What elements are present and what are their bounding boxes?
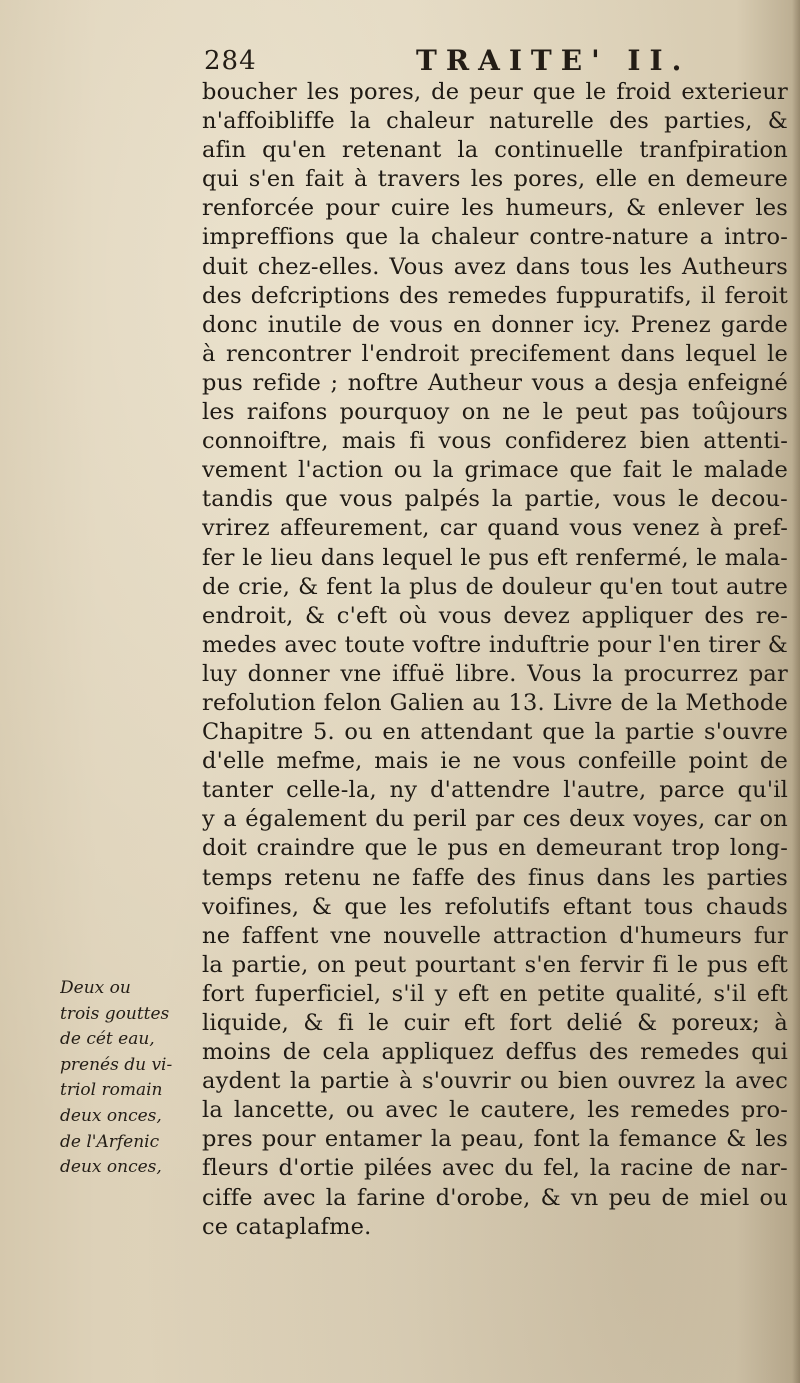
text-line: liquide, & fi le cuir eft fort delié & poreux; à: [202, 1010, 788, 1036]
text-line: voifines, & que les refolutifs eftant tous chauds: [202, 893, 788, 920]
text-line: vement l'action ou la grimace que fait le malade: [202, 457, 788, 484]
text-line: d'elle mefme, mais ie ne vous confeille point de: [202, 748, 788, 775]
text-line: doit craindre que le pus en demeurant trop long-: [202, 835, 788, 862]
margin-note-line: deux onces,: [60, 1105, 162, 1126]
text-line: duit chez-elles. Vous avez dans tous les Autheurs: [202, 253, 788, 280]
text-line: tanter celle-la, ny d'attendre l'autre, parce qu'il: [202, 777, 788, 804]
text-line: refolution felon Galien au 13. Livre de la Methode: [202, 689, 788, 716]
margin-note-line: trois gouttes: [60, 1003, 170, 1024]
margin-note-line: de cét eau,: [60, 1029, 155, 1050]
text-line: à rencontrer l'endroit precifement dans lequel le: [202, 340, 788, 367]
text-line: renforcée pour cuire les humeurs, & enlever les: [202, 195, 788, 222]
text-line: n'affoibliffe la chaleur naturelle des parties, &: [202, 108, 788, 135]
body-text: [202, 78, 788, 1242]
text-line: qui s'en fait à travers les pores, elle en demeure: [202, 166, 788, 193]
page-number: 284: [204, 46, 257, 76]
text-line: connoiftre, mais fi vous confiderez bien attenti-: [202, 428, 788, 455]
text-line: la lancette, ou avec le cautere, les remedes pro-: [202, 1097, 788, 1124]
margin-note-line: Deux ou: [60, 978, 131, 998]
text-line: tandis que vous palpés la partie, vous le decou-: [202, 486, 788, 513]
text-line: temps retenu ne faffe des finus dans les parties: [202, 864, 788, 891]
text-line: vrirez affeurement, car quand vous venez à pref-: [202, 515, 788, 542]
text-line: ne faffent vne nouvelle attraction d'humeurs fur: [202, 922, 788, 949]
text-line: pus refide ; noftre Autheur vous a desja enfeigné: [202, 369, 788, 396]
text-line: pres pour entamer la peau, font la femance & les: [202, 1126, 788, 1153]
text-line: luy donner vne iffuë libre. Vous la procurrez par: [202, 660, 788, 687]
text-line: des defcriptions des remedes fuppuratifs, il feroit: [202, 282, 788, 309]
margin-note-line: triol romain: [60, 1080, 163, 1101]
text-line: Chapitre 5. ou en attendant que la partie s'ouvre: [202, 719, 788, 746]
text-line: la partie, on peut pourtant s'en fervir fi le pus eft: [202, 951, 788, 978]
text-line: boucher les pores, de peur que le froid exterieur: [202, 79, 788, 105]
running-title: TRAITE' II.: [416, 44, 691, 77]
text-line: y a également du peril par ces deux voyes, car on: [202, 806, 788, 833]
margin-note-line: prenés du vi-: [60, 1054, 173, 1075]
text-line: de crie, & fent la plus de douleur qu'en tout autre: [202, 573, 788, 600]
margin-note-line: de l'Arfenic: [60, 1131, 160, 1152]
text-line: fleurs d'ortie pilées avec du fel, la racine de nar-: [202, 1155, 788, 1182]
text-line: ce cataplafme.: [202, 1213, 372, 1240]
text-line: endroit, & c'eft où vous devez appliquer des re-: [202, 602, 788, 629]
text-line: fort fuperficiel, s'il y eft en petite qualité, s'il eft: [202, 980, 788, 1007]
text-line: afin qu'en retenant la continuelle tranfpiration: [202, 137, 788, 164]
text-line: aydent la partie à s'ouvrir ou bien ouvrez la avec: [202, 1068, 788, 1095]
text-line: impreffions que la chaleur contre-nature a intro-: [202, 224, 788, 251]
text-line: moins de cela appliquez deffus des remedes qui: [202, 1039, 788, 1066]
margin-note: [60, 976, 198, 1181]
text-line: ciffe avec la farine d'orobe, & vn peu de miel ou: [202, 1184, 788, 1211]
text-line: fer le lieu dans lequel le pus eft renfermé, le mala-: [202, 544, 788, 571]
text-line: donc inutile de vous en donner icy. Prenez garde: [202, 311, 788, 338]
text-line: medes avec toute voftre induftrie pour l'en tirer &: [202, 631, 788, 658]
margin-note-line: deux onces,: [60, 1157, 162, 1178]
page-header: [204, 44, 764, 80]
text-line: les raifons pourquoy on ne le peut pas toûjours: [202, 399, 788, 426]
page-edge-shadow: [792, 0, 800, 1383]
